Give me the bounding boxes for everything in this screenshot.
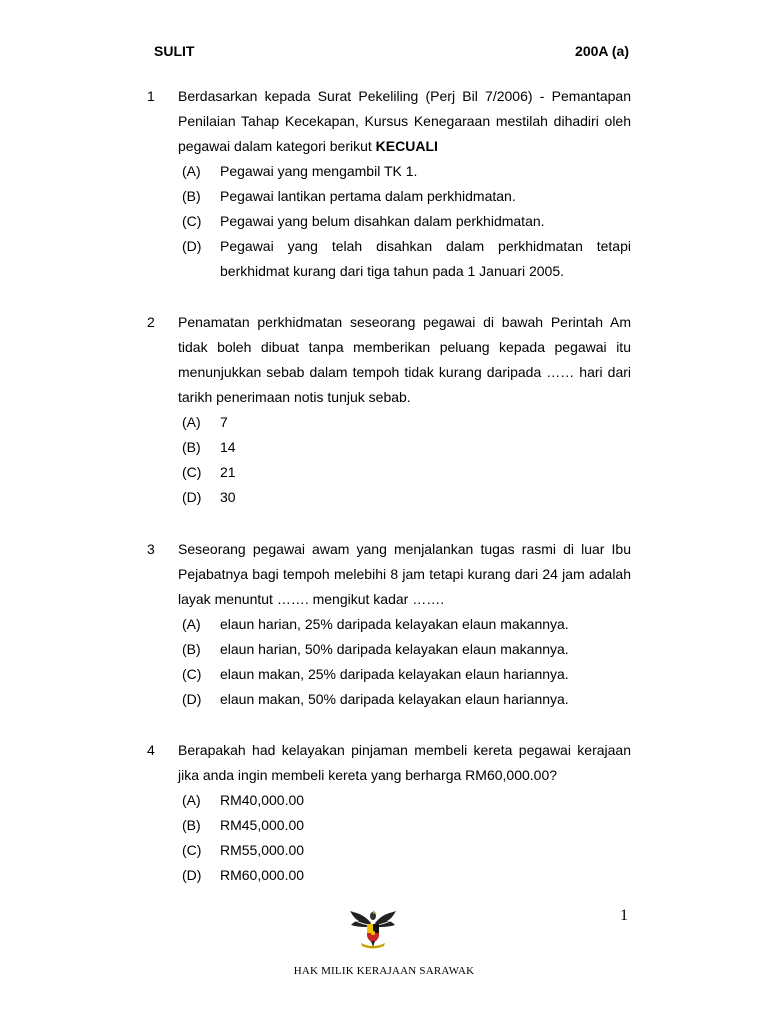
option-d [178,687,631,712]
option-label: (B) [182,439,201,455]
option-c [178,209,631,234]
option-label: (A) [182,792,201,808]
option-text: 7 [220,414,228,430]
option-b [178,637,631,662]
option-c [178,460,631,485]
option-label: (A) [182,163,201,179]
option-text: elaun harian, 25% daripada kelayakan elaun makannya. [220,616,569,632]
option-a [178,159,631,184]
question-stem: Berdasarkan kepada Surat Pekeliling (Perj Bil 7/2006) - Pemantapan Penilaian Tahap Kecekapan, Kursus Kenegaraan mestilah dihadiri oleh pegawai dalam kategori berikut [178,88,631,154]
option-label: (D) [182,867,202,883]
option-b [178,813,631,838]
option-label: (B) [182,641,201,657]
option-b [178,184,631,209]
option-text: RM55,000.00 [220,842,305,858]
option-label: (C) [182,464,202,480]
option-label: (C) [182,666,202,682]
question-4 [147,738,631,888]
question-number: 1 [147,88,155,104]
question-emphasis: KECUALI [375,138,438,154]
option-label: (D) [182,691,202,707]
option-text: RM60,000.00 [220,867,305,883]
option-d [178,863,631,888]
option-b [178,435,631,460]
page-number: 1 [620,907,628,924]
option-text: Pegawai yang mengambil TK 1. [220,163,418,179]
option-text: Pegawai lantikan pertama dalam perkhidmatan. [220,188,516,204]
question-number: 3 [147,541,155,557]
question-text: Seseorang pegawai awam yang menjalankan tugas rasmi di luar Ibu Pejabatnya bagi tempoh melebihi 8 jam tetapi kurang dari 24 jam adalah layak menuntut ……. mengikut kadar ……. [178,541,631,607]
option-text: Pegawai yang telah disahkan dalam perkhidmatan tetapi berkhidmat kurang dari tiga tahun pada 1 Januari 2005. [220,238,631,279]
option-c [178,838,631,863]
option-label: (B) [182,188,201,204]
question-text [178,84,631,159]
option-label: (A) [182,616,201,632]
footer-ownership: HAK MILIK KERAJAAN SARAWAK [293,965,475,977]
question-2 [147,310,631,510]
question-text: Penamatan perkhidmatan seseorang pegawai di bawah Perintah Am tidak boleh dibuat tanpa memberikan peluang kepada pegawai itu menunjukkan sebab dalam tempoh tidak kurang daripada …… hari dari tarikh penerimaan notis tunjuk sebab. [178,314,631,405]
option-text: Pegawai yang belum disahkan dalam perkhidmatan. [220,213,545,229]
sarawak-crest-icon [349,907,397,951]
option-text: elaun makan, 25% daripada kelayakan elaun hariannya. [220,666,569,682]
option-label: (C) [182,213,202,229]
option-text: 21 [220,464,236,480]
option-d [178,234,631,284]
option-label: (B) [182,817,201,833]
option-text: elaun harian, 50% daripada kelayakan elaun makannya. [220,641,569,657]
question-3 [147,537,631,712]
question-number: 2 [147,314,155,330]
option-c [178,662,631,687]
question-1 [147,84,631,284]
option-text: 30 [220,489,236,505]
header-classification: SULIT [154,43,195,59]
option-a [178,788,631,813]
option-a [178,612,631,637]
option-label: (D) [182,238,202,254]
option-label: (C) [182,842,202,858]
option-label: (A) [182,414,201,430]
option-d [178,485,631,510]
option-text: RM40,000.00 [220,792,305,808]
option-text: 14 [220,439,236,455]
option-text: RM45,000.00 [220,817,305,833]
option-label: (D) [182,489,202,505]
question-number: 4 [147,742,155,758]
option-a [178,410,631,435]
option-text: elaun makan, 50% daripada kelayakan elaun hariannya. [220,691,569,707]
question-text: Berapakah had kelayakan pinjaman membeli kereta pegawai kerajaan jika anda ingin membeli kereta yang berharga RM60,000.00? [178,742,631,783]
header-paper-code: 200A (a) [575,43,629,59]
